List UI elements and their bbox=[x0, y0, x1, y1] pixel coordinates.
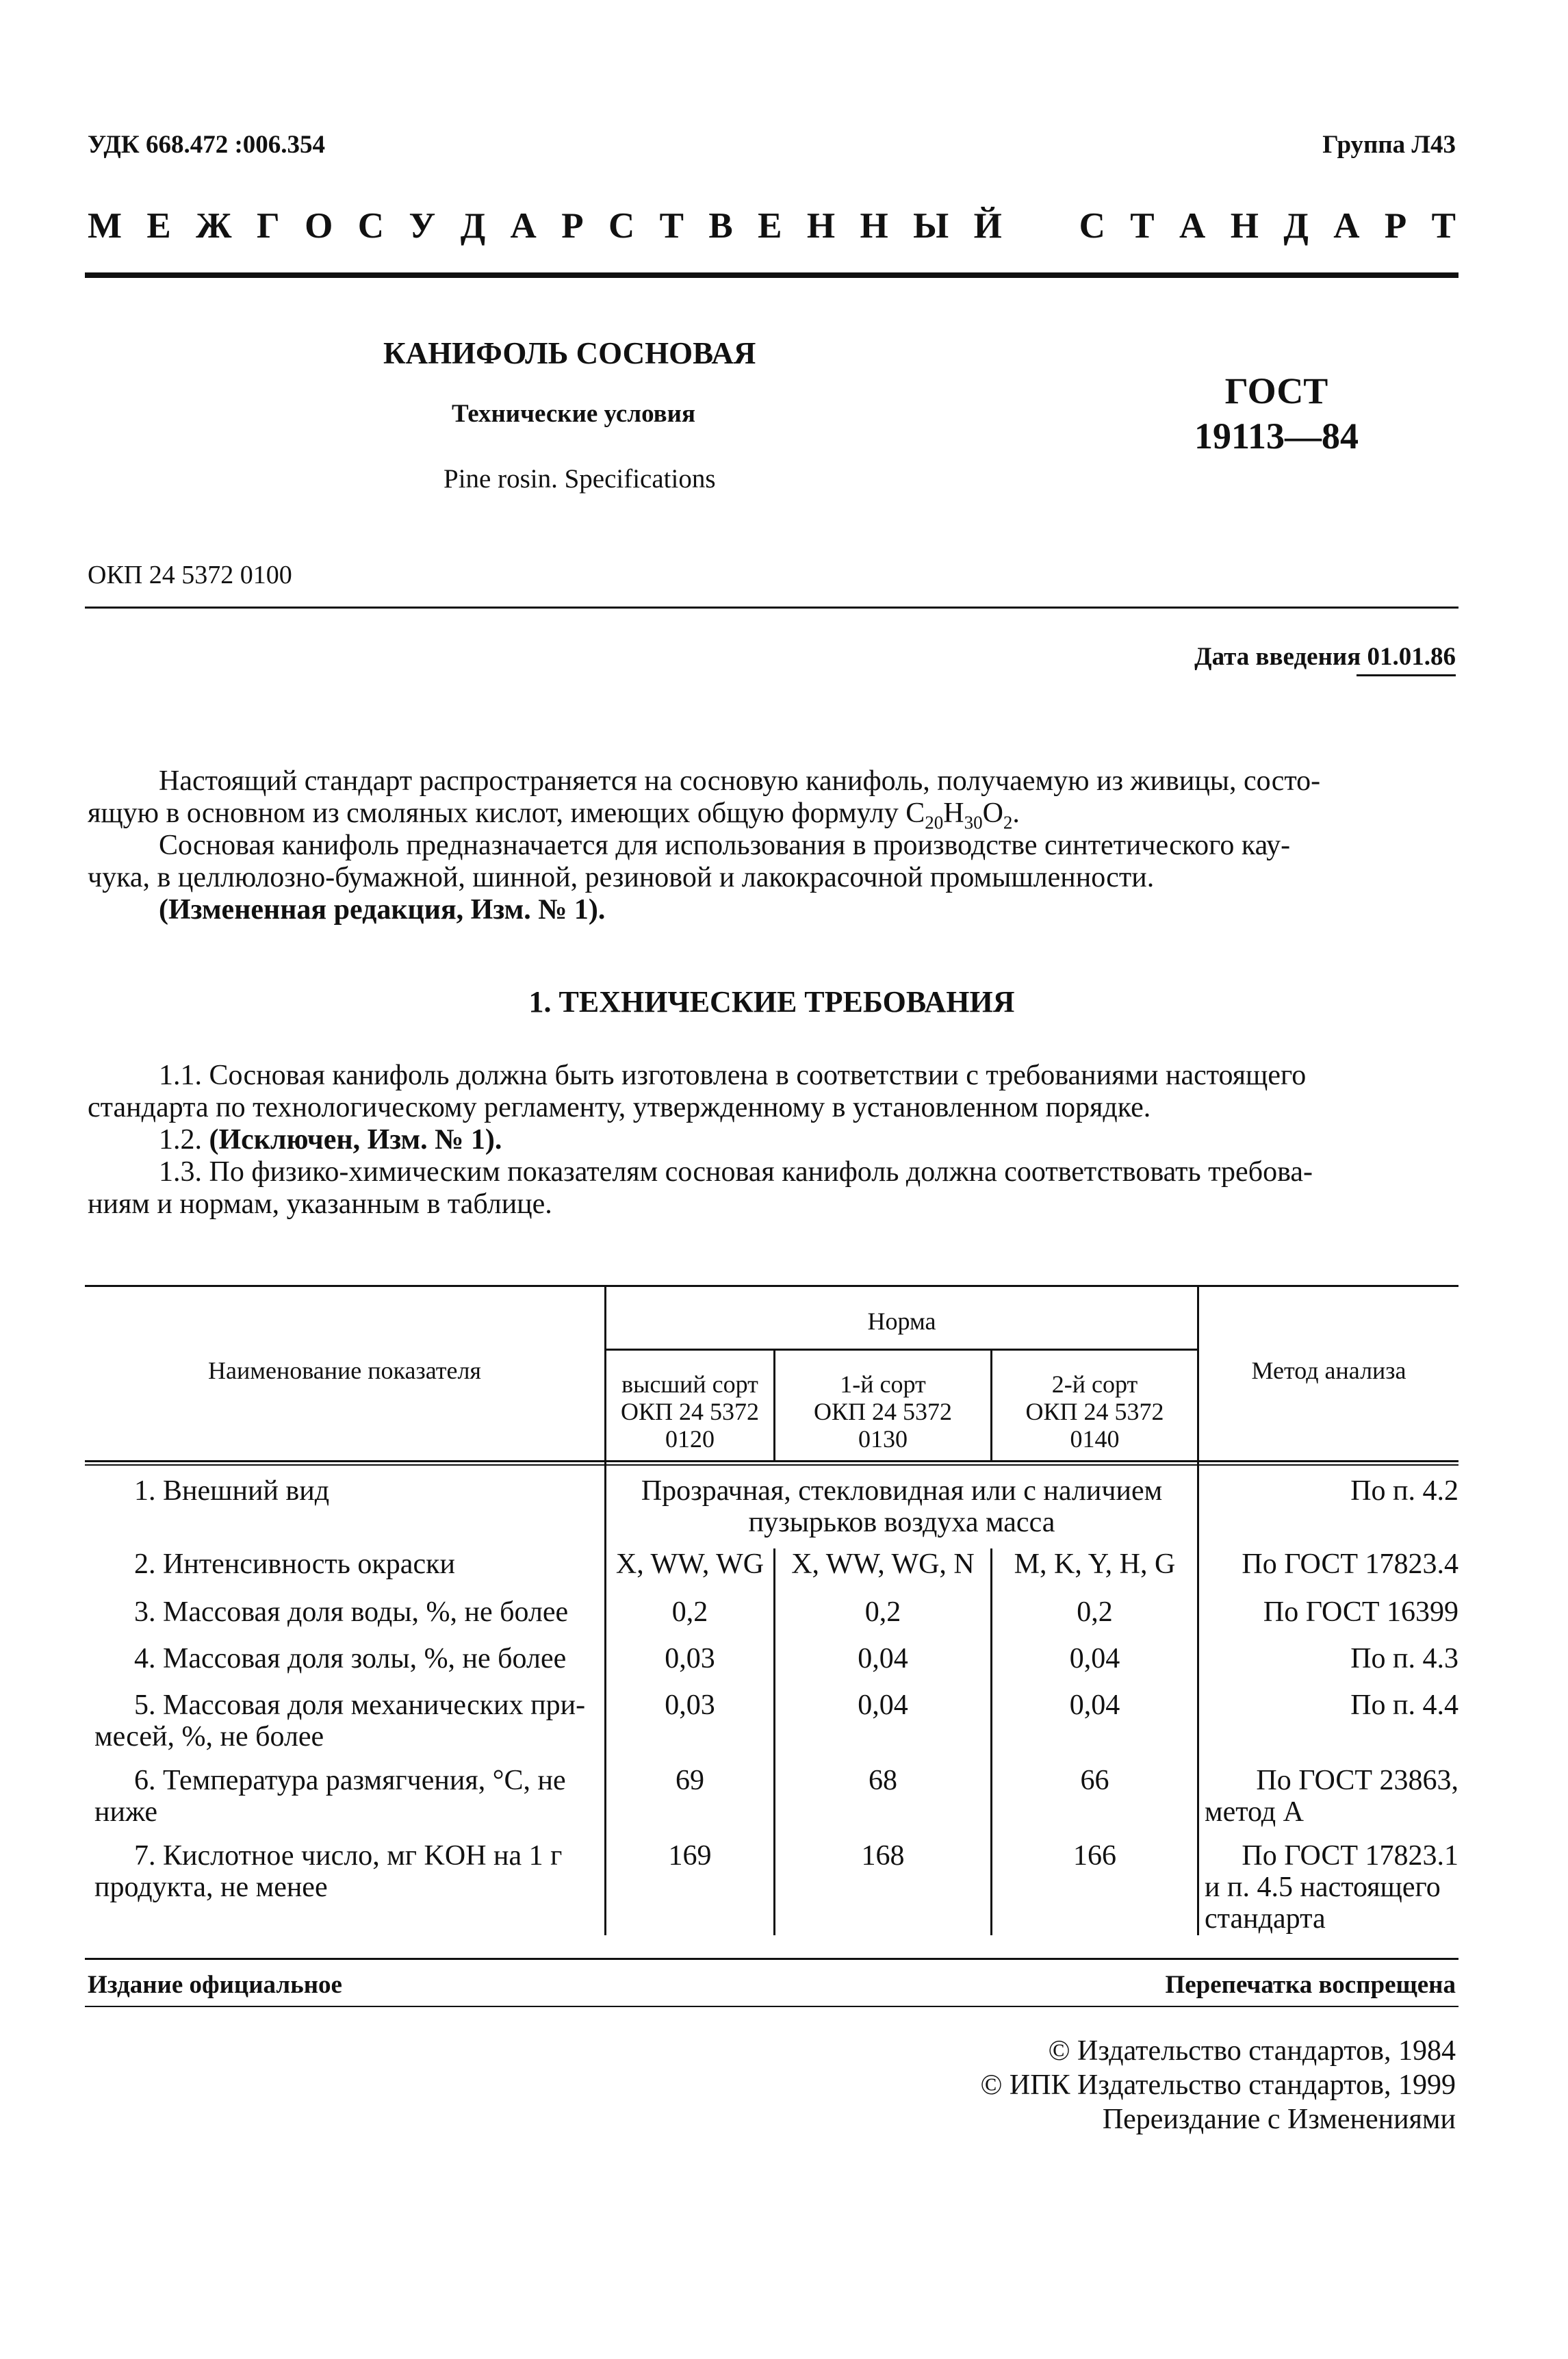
gost-number bbox=[1164, 368, 1389, 459]
banner-letter: А bbox=[1333, 206, 1360, 246]
introduction-date bbox=[1194, 642, 1456, 672]
banner-letter: В bbox=[708, 206, 733, 246]
formula-sub: 30 bbox=[964, 812, 983, 833]
header-rule bbox=[85, 272, 1458, 278]
section-title: 1. ТЕХНИЧЕСКИЕ ТРЕБОВАНИЯ bbox=[528, 985, 1015, 1019]
grade-header bbox=[992, 1370, 1197, 1453]
row-value: 66 bbox=[1080, 1765, 1109, 1796]
row-merged-value bbox=[606, 1475, 1197, 1538]
formula-sub: 2 bbox=[1003, 812, 1013, 833]
reprint-note: Перепечатка воспрещена bbox=[1165, 1971, 1456, 1999]
grade-header bbox=[775, 1370, 990, 1453]
banner-letter: Р bbox=[561, 206, 584, 246]
banner-letter: Н bbox=[860, 206, 888, 246]
row-name: 3. Массовая доля воды, %, не более bbox=[134, 1596, 569, 1628]
banner-letter: С bbox=[608, 206, 635, 246]
grade-okp: ОКП 24 5372 bbox=[1025, 1398, 1164, 1425]
grade-code: 0130 bbox=[858, 1425, 908, 1453]
row-value: X, WW, WG, N bbox=[791, 1548, 975, 1580]
table-norm-rule bbox=[606, 1349, 1197, 1351]
row-method: По ГОСТ 16399 bbox=[1263, 1596, 1458, 1628]
row-name: 7. Кислотное число, мг KOH на 1 г bbox=[134, 1840, 563, 1872]
table-header-rule bbox=[85, 1460, 1458, 1462]
row-value: 0,2 bbox=[1077, 1596, 1113, 1628]
merged-line: пузырьков воздуха масса bbox=[748, 1507, 1055, 1538]
date-value: 01.01.86 bbox=[1367, 643, 1456, 671]
copyright-line: © ИПК Издательство стандартов, 1999 bbox=[980, 2069, 1456, 2101]
row-method: По п. 4.2 bbox=[1350, 1475, 1458, 1507]
row-method-cont: стандарта bbox=[1205, 1903, 1326, 1935]
col-header-method: Метод анализа bbox=[1251, 1357, 1406, 1384]
row-value: 166 bbox=[1073, 1840, 1116, 1872]
intro-p1-text: ящую в основном из смоляных кислот, имеющих общую формулу С bbox=[88, 798, 925, 829]
banner-letter: Е bbox=[758, 206, 782, 246]
table-header-rule-2 bbox=[85, 1464, 1458, 1466]
grade-header bbox=[606, 1370, 773, 1453]
gost-code: 19113—84 bbox=[1194, 416, 1359, 457]
banner-letter: У bbox=[409, 206, 436, 246]
row-value: 0,04 bbox=[1069, 1643, 1120, 1674]
banner-letter: Р bbox=[1384, 206, 1407, 246]
banner-letter: А bbox=[1179, 206, 1206, 246]
document-subtitle: Технические условия bbox=[452, 400, 695, 428]
row-name: 6. Температура размягчения, °С, не bbox=[134, 1765, 566, 1796]
row-value: 0,03 bbox=[665, 1689, 715, 1721]
edition-note: Издание официальное bbox=[88, 1971, 342, 1999]
banner-letter: Н bbox=[1230, 206, 1259, 246]
clause-1-3-line1: 1.3. По физико-химическим показателям сосновая канифоль должна соответствовать требова- bbox=[159, 1156, 1313, 1188]
row-value: 0,03 bbox=[665, 1643, 715, 1674]
formula-part: . bbox=[1012, 798, 1020, 829]
row-name: 4. Массовая доля золы, %, не более bbox=[134, 1643, 567, 1674]
grade-okp: ОКП 24 5372 bbox=[620, 1398, 759, 1425]
amendment-note: (Измененная редакция, Изм. № 1). bbox=[159, 894, 606, 926]
clause-1-2 bbox=[88, 1124, 1456, 1156]
table-top-rule bbox=[85, 1285, 1458, 1287]
row-value: 0,2 bbox=[671, 1596, 708, 1628]
banner-letter: Й bbox=[973, 206, 1002, 246]
grade-name: 2-й сорт bbox=[1051, 1370, 1138, 1398]
row-value: 0,2 bbox=[864, 1596, 901, 1628]
row-name: 1. Внешний вид bbox=[134, 1475, 330, 1507]
banner-letter: Т bbox=[1431, 206, 1456, 246]
formula-part: О bbox=[982, 798, 1003, 829]
row-value: 168 bbox=[861, 1840, 905, 1872]
date-underline bbox=[1357, 674, 1456, 676]
row-value: 169 bbox=[668, 1840, 712, 1872]
intro-p2-line1: Сосновая канифоль предназначается для использования в производстве синтетического кау- bbox=[159, 830, 1291, 861]
row-method-cont: и п. 4.5 настоящего bbox=[1205, 1872, 1441, 1903]
reissue-note: Переиздание с Изменениями bbox=[1102, 2104, 1456, 2135]
formula-sub: 20 bbox=[925, 812, 944, 833]
banner-letter: Ы bbox=[913, 206, 949, 246]
col-header-norm: Норма bbox=[867, 1308, 936, 1335]
clause-1-1-line1: 1.1. Сосновая канифоль должна быть изготовлена в соответствии с требованиями настоящего bbox=[159, 1060, 1307, 1091]
row-value: X, WW, WG bbox=[615, 1548, 764, 1580]
row-method: По ГОСТ 17823.4 bbox=[1242, 1548, 1458, 1580]
intro-p2-line2: чука, в целлюлозно-бумажной, шинной, резиновой и лакокрасочной промышленности. bbox=[88, 862, 1155, 893]
grade-name: 1-й сорт bbox=[840, 1370, 926, 1398]
banner-letter: Г bbox=[256, 206, 280, 246]
row-method-cont: метод А bbox=[1205, 1796, 1304, 1828]
footer-rule-2 bbox=[85, 2006, 1458, 2007]
col-header-name: Наименование показателя bbox=[208, 1357, 481, 1384]
row-value: M, K, Y, H, G bbox=[1014, 1548, 1176, 1580]
intro-p1-line1: Настоящий стандарт распространяется на сосновую канифоль, получаемую из живицы, состо- bbox=[159, 765, 1321, 797]
row-value: 0,04 bbox=[858, 1643, 908, 1674]
document-title: КАНИФОЛЬ СОСНОВАЯ bbox=[383, 336, 756, 370]
row-value: 0,04 bbox=[858, 1689, 908, 1721]
formula-part: Н bbox=[943, 798, 964, 829]
row-name-cont: ниже bbox=[94, 1796, 158, 1828]
banner-letter: О bbox=[305, 206, 333, 246]
banner-letter: А bbox=[510, 206, 537, 246]
copyright-line: © Издательство стандартов, 1984 bbox=[1048, 2035, 1456, 2067]
date-label: Дата введения bbox=[1194, 643, 1361, 671]
clause-number: 1.2. bbox=[159, 1124, 202, 1156]
banner-letter: М bbox=[88, 206, 123, 246]
merged-line: Прозрачная, стекловидная или с наличием bbox=[641, 1475, 1163, 1507]
banner-letter: Ж bbox=[196, 206, 232, 246]
banner-letter: С bbox=[357, 206, 384, 246]
grade-okp: ОКП 24 5372 bbox=[813, 1398, 952, 1425]
row-value: 0,04 bbox=[1069, 1689, 1120, 1721]
row-method: По ГОСТ 23863, bbox=[1256, 1765, 1458, 1796]
clause-excluded: (Исключен, Изм. № 1). bbox=[209, 1124, 502, 1156]
grade-code: 0140 bbox=[1070, 1425, 1120, 1453]
banner-letter: С bbox=[1079, 206, 1105, 246]
gost-label: ГОСТ bbox=[1224, 370, 1328, 411]
okp-code: ОКП 24 5372 0100 bbox=[88, 561, 292, 589]
clause-1-1-line2: стандарта по технологическому регламенту, утвержденному в установленном порядке. bbox=[88, 1092, 1151, 1123]
grade-name: высший сорт bbox=[621, 1370, 758, 1398]
banner-letter: Д bbox=[1283, 206, 1309, 246]
banner-letter: Е bbox=[146, 206, 171, 246]
row-method: По п. 4.3 bbox=[1350, 1643, 1458, 1674]
clause-1-3-line2: ниям и нормам, указанным в таблице. bbox=[88, 1188, 552, 1220]
grade-code: 0120 bbox=[665, 1425, 715, 1453]
okp-rule bbox=[85, 607, 1458, 609]
row-value: 68 bbox=[869, 1765, 897, 1796]
row-name-cont: продукта, не менее bbox=[94, 1872, 328, 1903]
row-name: 5. Массовая доля механических при- bbox=[134, 1689, 586, 1721]
udk-code: УДК 668.472 :006.354 bbox=[88, 131, 326, 159]
group-code: Группа Л43 bbox=[1322, 131, 1456, 159]
standard-banner bbox=[88, 205, 1456, 246]
banner-letter: Н bbox=[806, 206, 836, 246]
row-method: По п. 4.4 bbox=[1350, 1689, 1458, 1721]
row-method: По ГОСТ 17823.1 bbox=[1242, 1840, 1458, 1872]
banner-letter: Т bbox=[1130, 206, 1155, 246]
row-name-cont: месей, %, не более bbox=[94, 1721, 324, 1752]
footer-rule bbox=[85, 1958, 1458, 1960]
row-name: 2. Интенсивность окраски bbox=[134, 1548, 455, 1580]
row-value: 69 bbox=[676, 1765, 704, 1796]
banner-gap bbox=[1027, 205, 1054, 246]
banner-letter: Т bbox=[659, 206, 684, 246]
english-title: Pine rosin. Specifications bbox=[444, 464, 716, 494]
banner-letter: Д bbox=[460, 206, 486, 246]
